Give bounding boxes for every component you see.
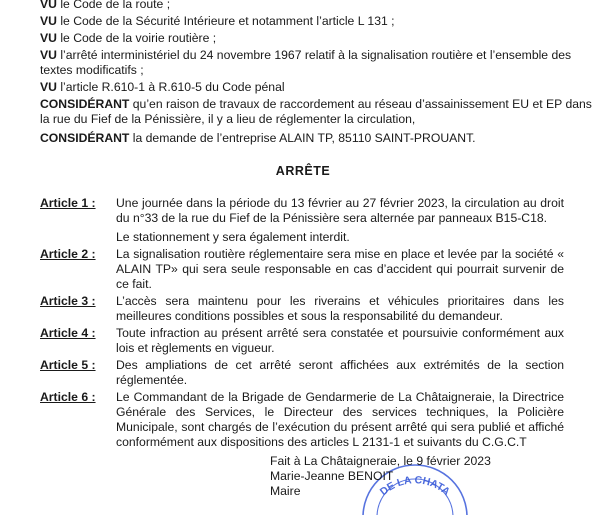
article-paragraph: Le Commandant de la Brigade de Gendarmerie de La Châtaigneraie, la Directrice Générale des Services, le Directeur des services techniques, la Policière Municipale, sont chargés de l’exécution du présent arrêté qui sera publié et affiché conformément aux dispositions des articles L 2131-1 et suivants du C.G.C.T	[116, 390, 564, 449]
decree-title: ARRÊTE	[275, 164, 331, 178]
article-body	[116, 326, 564, 356]
article-5	[40, 358, 564, 388]
article-label: Article 1 :	[40, 196, 96, 210]
preamble-line: CONSIDÉRANT qu’en raison de travaux de raccordement au réseau d’assainissement EU et EP dans la rue du Fief de la Pénissière, il y a lieu de réglementer la circulation,	[40, 97, 592, 126]
preamble-line: VU le Code de la route ;	[40, 0, 171, 11]
preamble-line: VU le Code de la Sécurité Intérieure et notamment l’article L 131 ;	[40, 14, 395, 28]
articles	[40, 196, 564, 452]
article-3	[40, 294, 564, 324]
article-label: Article 2 :	[40, 247, 96, 261]
article-body	[116, 358, 564, 388]
svg-text:DE LA CHATA: DE LA CHATA	[377, 474, 453, 499]
article-paragraph: Une journée dans la période du 13 février au 27 février 2023, la circulation au droit du n°33 de la rue du Fief de la Pénissière sera alternée par panneaux B15-C18.	[116, 196, 564, 225]
signature-role: Maire	[270, 484, 301, 498]
preamble	[40, 0, 592, 148]
article-1	[40, 196, 564, 245]
signature-place-date: Fait à La Châtaigneraie, le 9 février 2023	[270, 454, 491, 468]
article-body	[116, 247, 564, 292]
article-4	[40, 326, 564, 356]
preamble-line: VU le Code de la voirie routière ;	[40, 31, 217, 45]
article-paragraph: Des ampliations de cet arrêté seront affichées aux extrémités de la section réglementée.	[116, 358, 564, 387]
article-body	[116, 390, 564, 450]
signature-block	[270, 454, 570, 499]
signature-name: Marie-Jeanne BENOIT	[270, 469, 394, 483]
preamble-line: VU l’arrêté interministériel du 24 novembre 1967 relatif à la signalisation routière et l’ensemble des textes modificatifs ;	[40, 48, 572, 77]
article-paragraph: Toute infraction au présent arrêté sera constatée et poursuivie conformément aux lois et règlements en vigueur.	[116, 326, 564, 355]
article-paragraph: L’accès sera maintenu pour les riverains et véhicules prioritaires dans les meilleures conditions possibles et sous la responsabilité du demandeur.	[116, 294, 564, 323]
article-body	[116, 196, 564, 245]
article-paragraph: La signalisation routière réglementaire sera mise en place et levée par la société « ALAIN TP» qui sera seule responsable en cas d’accident qui pourrait survenir de ce fait.	[116, 247, 564, 291]
article-label: Article 5 :	[40, 358, 96, 372]
article-label: Article 3 :	[40, 294, 96, 308]
article-2	[40, 247, 564, 292]
article-paragraph: Le stationnement y sera également interdit.	[116, 230, 350, 244]
preamble-line: CONSIDÉRANT la demande de l’entreprise ALAIN TP, 85110 SAINT-PROUANT.	[40, 131, 476, 145]
article-6	[40, 390, 564, 450]
article-label: Article 4 :	[40, 326, 96, 340]
article-body	[116, 294, 564, 324]
article-label: Article 6 :	[40, 390, 96, 404]
preamble-line: VU l’article R.610-1 à R.610-5 du Code pénal	[40, 80, 285, 94]
